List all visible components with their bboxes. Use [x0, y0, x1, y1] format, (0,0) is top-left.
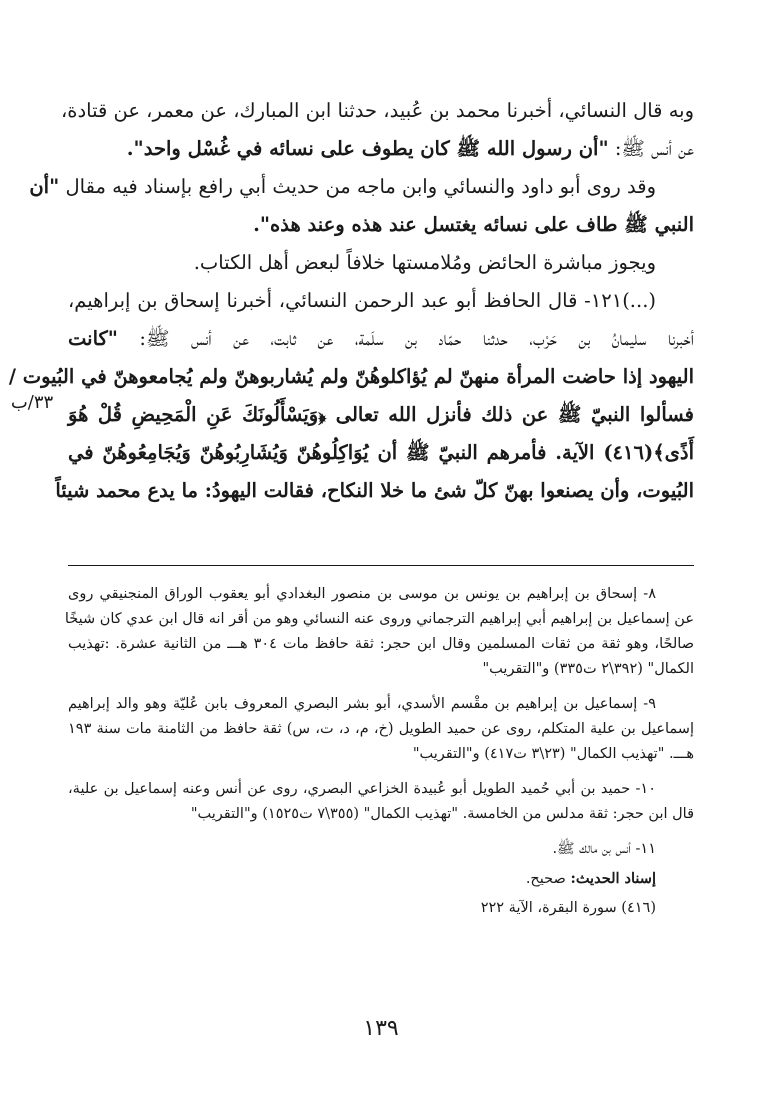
- body-line: [68, 130, 694, 168]
- body-line: [8, 358, 694, 396]
- body-line: [55, 472, 694, 510]
- footnote-line: (٤١٦) سورة البقرة، الآية ٢٢٢: [480, 900, 656, 916]
- body-line: [68, 244, 694, 282]
- isnad-grade: صحيح.: [525, 871, 571, 887]
- footnote: [68, 692, 694, 767]
- footnote: [68, 866, 694, 892]
- body-hadith-text: "أن: [29, 175, 60, 198]
- body-text: (...)١٢١- قال الحافظ أبو عبد الرحمن النسائي، أخبرنا إسحاق بن إبراهيم،: [68, 289, 656, 312]
- footnote-line: قال ابن حجر: ثقة مدلس من الخامسة. "تهذيب الكمال" (٣٥٥\٧ ت١٥٢٥) و"التقريب": [190, 806, 694, 822]
- body-hadith-text: "كانت: [68, 327, 118, 350]
- footnote-line: ١٠- حميد بن أبي حُميد الطويل أبو عُبيدة الخزاعي البصري، روى عن أنس وعنه إسماعيل بن علية،: [68, 781, 656, 797]
- body-hadith-text: فسألوا النبيّ ﷺ عن ذلك فأنزل الله تعالى ﴿وَيَسْأَلُونَكَ عَنِ الْمَحِيضِ قُلْ هُوَ: [68, 403, 694, 426]
- body-text: أخبرنا سليمانُ بن حَرْب، حدثنا حمّاد بن سلَمة، عن ثابت، عن أنس ﷺ:: [117, 327, 694, 350]
- footnote-line: ١١- أنس بن مالك ﷺ.: [552, 841, 656, 857]
- body-line: [68, 434, 694, 472]
- body-hadith-text: البُيوت، وأن يصنعوا بهنّ كلّ شئ ما خلا النكاح، فقالت اليهودُ: ما يدع محمد شيئاً: [55, 479, 694, 502]
- footnote: [68, 837, 694, 862]
- body-text: وبه قال النسائي، أخبرنا محمد بن عُبيد، حدثنا ابن المبارك، عن معمر، عن قتادة،: [60, 99, 694, 122]
- footnote: [68, 777, 694, 827]
- margin-folio-note: ٣٣/ب: [10, 392, 54, 413]
- body-hadith-text: اليهود إذا حاضت المرأة منهنّ لم يُؤاكلوهُنّ ولم يُشاربوهنّ ولم يُجامعوهنّ في البُيوت /: [8, 365, 694, 388]
- body-hadith-text: "أن رسول الله ﷺ كان يطوف على نسائه في غُسْل واحد".: [126, 137, 609, 160]
- footnote-separator: [68, 565, 694, 566]
- footnote: [68, 896, 694, 921]
- footnote-line: عن إسماعيل بن إبراهيم أبي إبراهيم الترجماني وروى عنه النسائي وهو من أقر انه قال ابن عدي كان شيخًا: [64, 611, 694, 627]
- footnotes: [64, 582, 695, 925]
- footnote-line: صالحًا، وهو ثقة من ثقات المسلمين وقال ابن حجر: ثقة حافظ مات ٣٠٤ هـــ من الثانية عشرة. :تهذيب: [68, 636, 695, 652]
- footnote-line: إسماعيل بن علية المتكلم، روى عن حميد الطويل (خ، م، د، ت، س) ثقة حافظ من الثامنة مات سنة ١٩٣: [68, 721, 694, 737]
- footnote-line: هـــ. "تهذيب الكمال" (٢٣\٣ ت٤١٧) و"التقريب": [412, 746, 694, 762]
- body-line: [68, 320, 694, 358]
- footnote-line: ٨- إسحاق بن إبراهيم بن يونس بن موسى بن منصور البغدادي أبو يعقوب الوراق المنجنيقي روى: [68, 586, 656, 602]
- body-line: [68, 206, 694, 244]
- body-line: [68, 282, 694, 320]
- body-text: ويجوز مباشرة الحائض ومُلامستها خلافاً لبعض أهل الكتاب.: [193, 251, 656, 274]
- footnote: [64, 582, 695, 682]
- body-line: [29, 168, 694, 206]
- body-line: [68, 396, 694, 434]
- body-hadith-text: أَذًى﴾(٤١٦) الآية. فأمرهم النبيّ ﷺ أن يُوَاكِلُوهُنّ وَيُشَارِبُوهُنّ وَيُجَامِعُوهُنّ في: [68, 441, 694, 464]
- body-hadith-text: النبي ﷺ طاف على نسائه يغتسل عند هذه وعند هذه".: [253, 213, 694, 236]
- footnote-line: الكمال" (٣٩٢\٢ ت٣٣٥) و"التقريب": [482, 661, 694, 677]
- isnad-label: إسناد الحديث:: [570, 870, 656, 887]
- page-number: ١٣٩: [363, 1016, 399, 1041]
- isnad-grade-line: [68, 866, 694, 892]
- body-text: وقد روى أبو داود والنسائي وابن ماجه من حديث أبي رافع بإسناد فيه مقال: [59, 175, 656, 198]
- body-text: عن أنس ﷺ:: [608, 137, 694, 160]
- body-line: [60, 92, 694, 130]
- footnote-line: ٩- إسماعيل بن إبراهيم بن مقْسم الأسدي، أبو بشر البصري المعروف بابن عُليّة وهو والد إبراهيم: [68, 696, 656, 712]
